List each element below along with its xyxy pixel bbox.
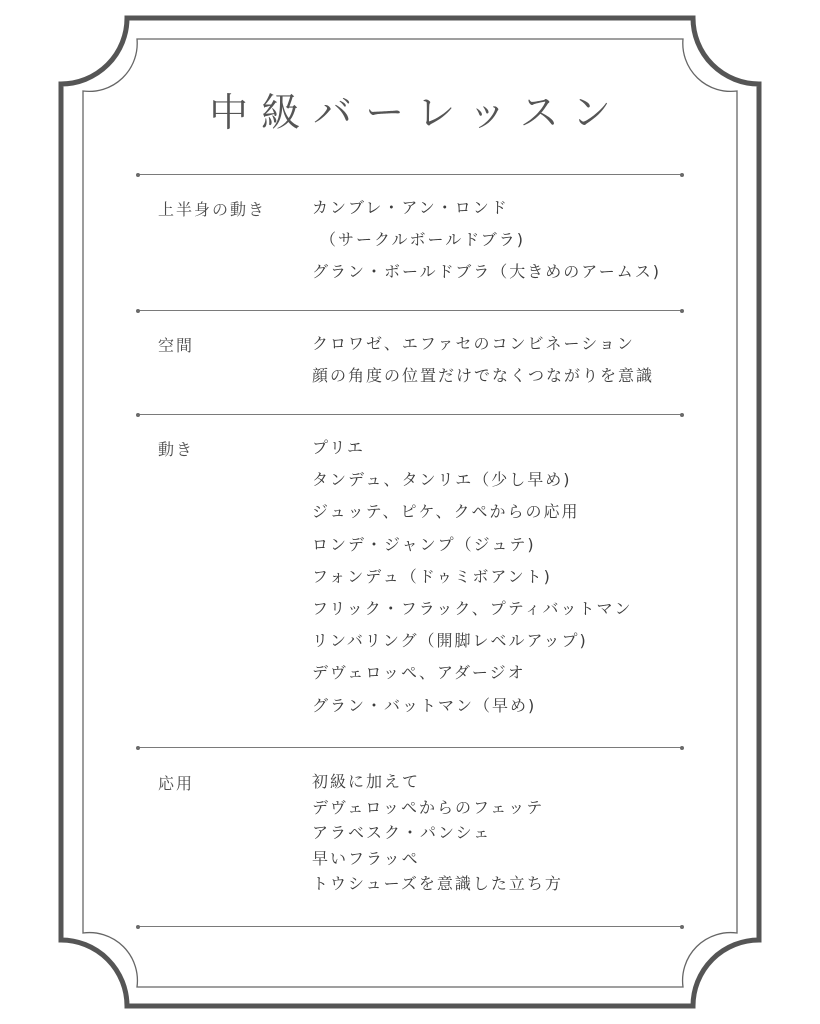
list-item: 顔の角度の位置だけでなくつながりを意識 [312, 366, 655, 386]
section-label: 動き [158, 440, 195, 459]
divider [138, 174, 682, 175]
list-item: タンデュ、タンリエ（少し早め) [312, 470, 572, 490]
list-item: クロワゼ、エファセのコンビネーション [312, 334, 635, 353]
item-list [312, 333, 654, 397]
divider [138, 310, 682, 311]
list-item: プリエ [312, 438, 366, 457]
item-list [312, 197, 661, 294]
item-list [312, 771, 563, 899]
list-item: アラベスク・パンシェ [312, 823, 492, 842]
section-label: 空間 [158, 336, 195, 355]
list-item: デヴェロッペからのフェッテ [312, 797, 545, 817]
divider [138, 747, 682, 748]
divider [138, 414, 682, 415]
list-item: （サークルボールドブラ) [320, 230, 525, 250]
section-label: 応用 [158, 774, 195, 793]
list-item: フリック・フラック、プティバットマン [312, 598, 633, 618]
list-item: グラン・ボールドブラ（大きめのアームス) [312, 262, 661, 282]
page-title: 中級バーレッスン [209, 91, 624, 136]
list-item: 初級に加えて [312, 772, 421, 791]
divider [138, 926, 682, 927]
list-item: ジュッテ、ピケ、クペからの応用 [312, 502, 580, 522]
list-item: カンブレ・アン・ロンド [312, 198, 509, 217]
list-item: リンバリング（開脚レベルアップ) [312, 631, 588, 651]
list-item: フォンデュ（ドゥミボアント) [312, 566, 552, 586]
section-label: 上半身の動き [158, 200, 267, 219]
list-item: 早いフラッペ [312, 848, 420, 868]
list-item: トウシューズを意識した立ち方 [312, 874, 563, 893]
list-item: ロンデ・ジャンプ（ジュテ) [312, 534, 536, 554]
item-list [312, 437, 632, 727]
list-item: デヴェロッペ、アダージオ [312, 663, 526, 683]
list-item: グラン・バットマン（早め) [312, 695, 537, 715]
